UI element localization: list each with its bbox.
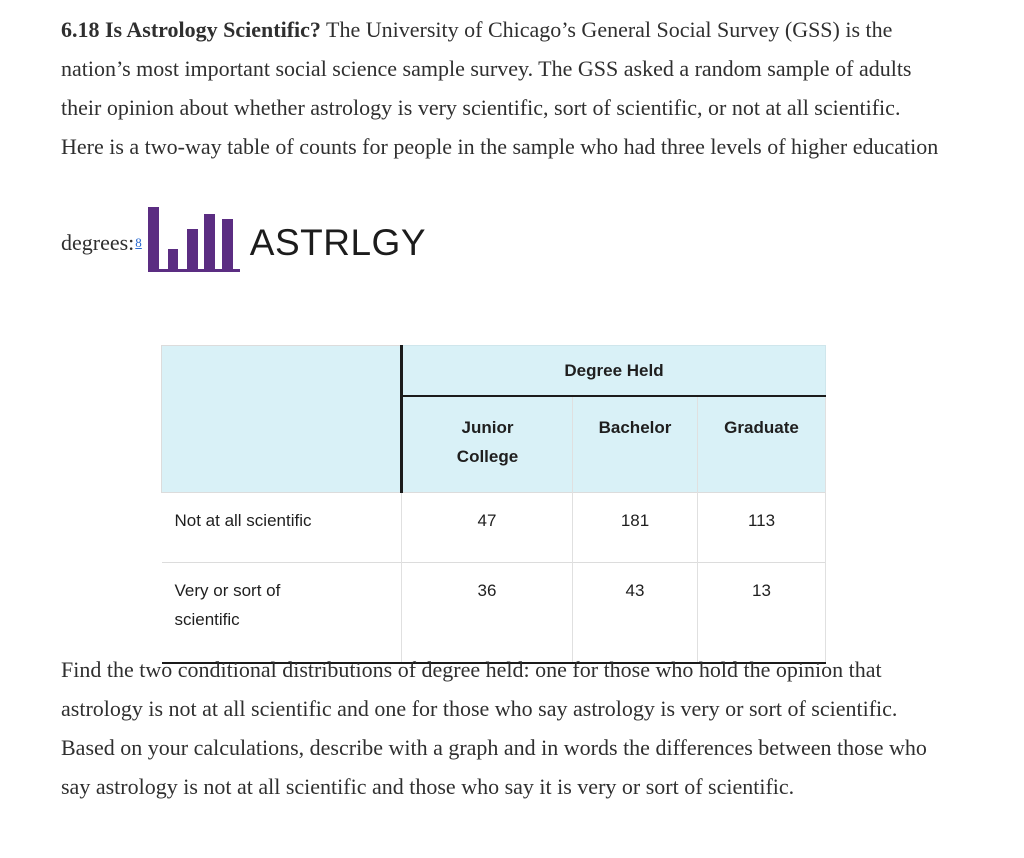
question-text: Find the two conditional distributions of degree held: one for those who hold the opinion that astrology is not at all scientific and one for those who say astrology is very or sort of scientific. Based on your calculations, describe with a graph and in words the differences between those who say astrology is not at all scientific and those who say it is very or sort of scientific. (61, 657, 927, 799)
table-cell: 113 (698, 493, 826, 563)
column-header: Graduate (698, 396, 826, 493)
table-cell: 43 (573, 563, 698, 664)
table-row (162, 493, 826, 563)
dataset-name-link[interactable]: ASTRLGY (249, 222, 427, 263)
degrees-line (61, 200, 426, 286)
problem-statement (61, 10, 941, 166)
table-cell: 181 (573, 493, 698, 563)
table-row (162, 563, 826, 664)
problem-text: The University of Chicago’s General Social Survey (GSS) is the nation’s most important social science sample survey. The GSS asked a random sample of adults their opinion about whether astrology is very scientific, sort of scientific, or not at all scientific. Here is a two-way table of counts for people in the sample who had three levels of higher education (61, 17, 939, 159)
row-label-text: Very or sort of scientific (174, 581, 281, 629)
two-way-table (161, 345, 826, 664)
column-header: Bachelor (573, 396, 698, 493)
bar-chart-icon[interactable] (148, 207, 240, 279)
problem-title: 6.18 Is Astrology Scientific? (61, 17, 321, 42)
table-corner-cell (162, 346, 402, 493)
column-header-label: Junior College (456, 418, 519, 466)
degree-held-header: Degree Held (402, 346, 826, 397)
degrees-label: degrees: (61, 230, 135, 255)
table-cell: 13 (698, 563, 826, 664)
table-cell: 47 (402, 493, 573, 563)
column-header (402, 396, 573, 493)
footnote-link[interactable]: 8 (135, 235, 142, 250)
row-label: Not at all scientific (162, 493, 402, 563)
row-label (162, 563, 402, 664)
table-cell: 36 (402, 563, 573, 664)
